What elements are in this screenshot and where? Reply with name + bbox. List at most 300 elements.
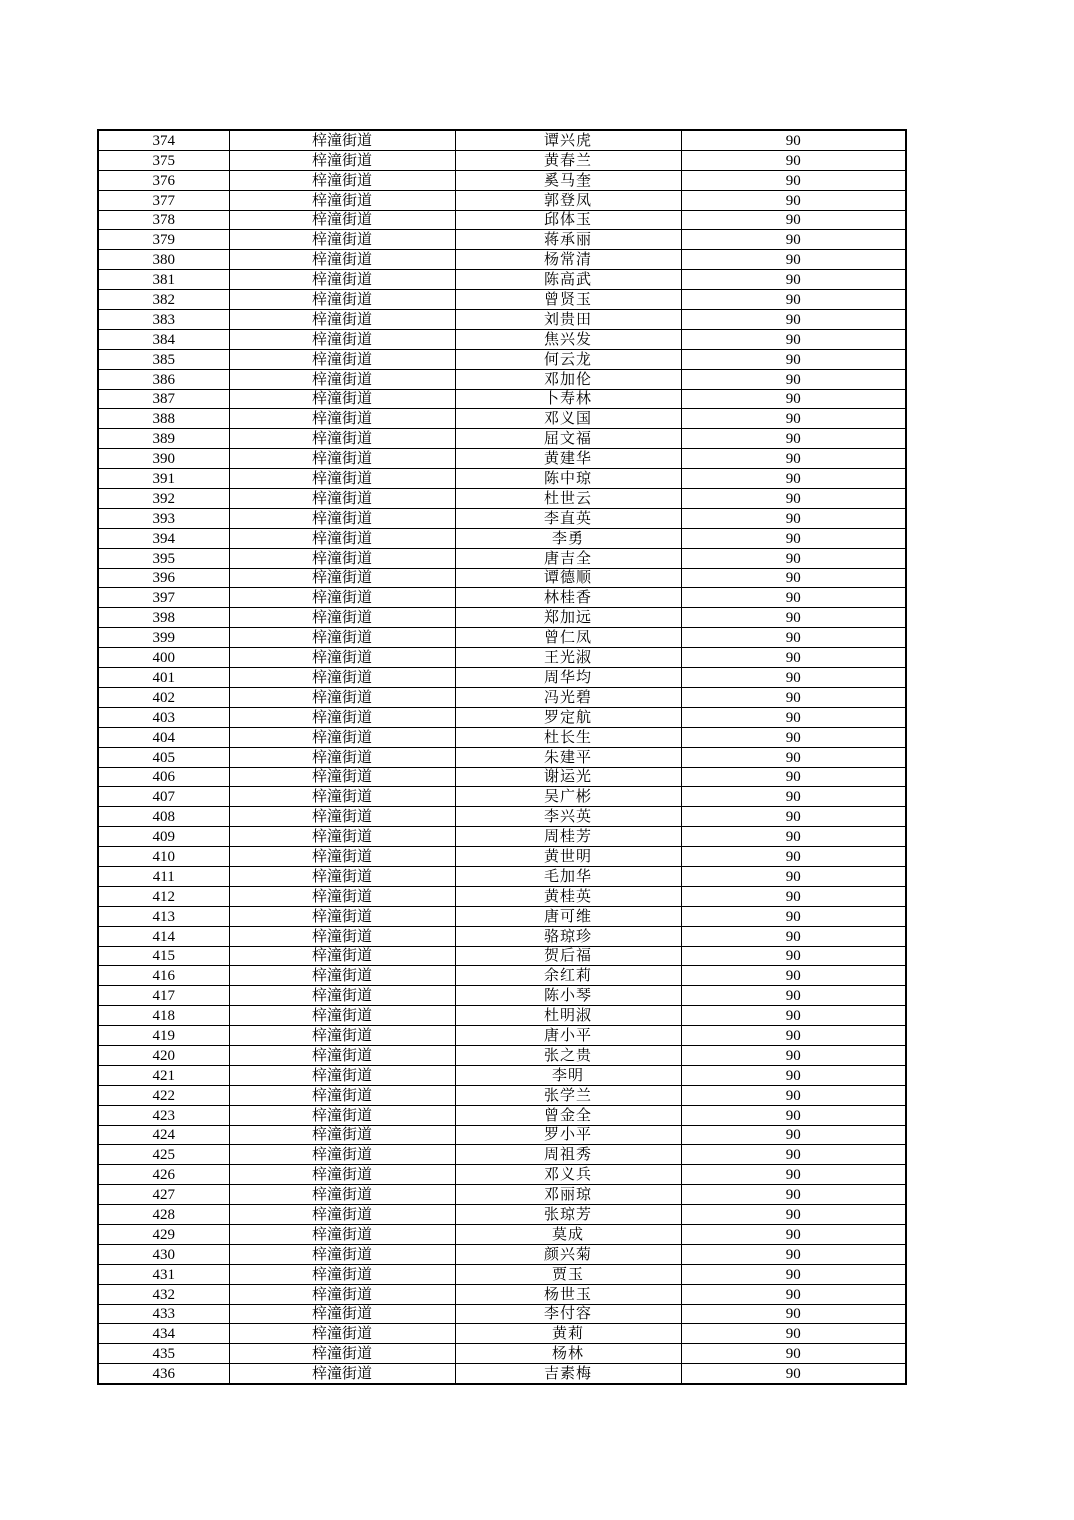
row-number-cell: 429 bbox=[98, 1224, 229, 1244]
street-cell: 梓潼街道 bbox=[229, 1026, 455, 1046]
name-cell: 林桂香 bbox=[455, 588, 681, 608]
row-number-cell: 411 bbox=[98, 866, 229, 886]
name-cell: 黄建华 bbox=[455, 449, 681, 469]
row-number-cell: 430 bbox=[98, 1244, 229, 1264]
name-cell: 杨林 bbox=[455, 1344, 681, 1364]
amount-cell: 90 bbox=[681, 489, 906, 509]
name-cell: 王光淑 bbox=[455, 648, 681, 668]
street-cell: 梓潼街道 bbox=[229, 687, 455, 707]
row-number-cell: 374 bbox=[98, 130, 229, 150]
name-cell: 李兴英 bbox=[455, 807, 681, 827]
row-number-cell: 376 bbox=[98, 170, 229, 190]
amount-cell: 90 bbox=[681, 150, 906, 170]
street-cell: 梓潼街道 bbox=[229, 1105, 455, 1125]
name-cell: 周华均 bbox=[455, 668, 681, 688]
row-number-cell: 405 bbox=[98, 747, 229, 767]
table-row bbox=[98, 1244, 906, 1264]
table-row bbox=[98, 1125, 906, 1145]
name-cell: 贺后福 bbox=[455, 946, 681, 966]
street-cell: 梓潼街道 bbox=[229, 170, 455, 190]
street-cell: 梓潼街道 bbox=[229, 449, 455, 469]
name-cell: 谭兴虎 bbox=[455, 130, 681, 150]
name-cell: 李付容 bbox=[455, 1304, 681, 1324]
amount-cell: 90 bbox=[681, 1205, 906, 1225]
amount-cell: 90 bbox=[681, 1344, 906, 1364]
table-row bbox=[98, 369, 906, 389]
row-number-cell: 432 bbox=[98, 1284, 229, 1304]
amount-cell: 90 bbox=[681, 250, 906, 270]
amount-cell: 90 bbox=[681, 1026, 906, 1046]
table-row bbox=[98, 1364, 906, 1384]
amount-cell: 90 bbox=[681, 508, 906, 528]
amount-cell: 90 bbox=[681, 847, 906, 867]
table-row bbox=[98, 449, 906, 469]
row-number-cell: 379 bbox=[98, 230, 229, 250]
street-cell: 梓潼街道 bbox=[229, 1304, 455, 1324]
amount-cell: 90 bbox=[681, 1185, 906, 1205]
street-cell: 梓潼街道 bbox=[229, 1006, 455, 1026]
name-cell: 罗小平 bbox=[455, 1125, 681, 1145]
street-cell: 梓潼街道 bbox=[229, 1085, 455, 1105]
table-row bbox=[98, 1026, 906, 1046]
amount-cell: 90 bbox=[681, 349, 906, 369]
table-row bbox=[98, 170, 906, 190]
street-cell: 梓潼街道 bbox=[229, 528, 455, 548]
name-cell: 黄春兰 bbox=[455, 150, 681, 170]
name-cell: 邓义兵 bbox=[455, 1165, 681, 1185]
row-number-cell: 381 bbox=[98, 270, 229, 290]
amount-cell: 90 bbox=[681, 528, 906, 548]
row-number-cell: 384 bbox=[98, 329, 229, 349]
street-cell: 梓潼街道 bbox=[229, 1244, 455, 1264]
row-number-cell: 397 bbox=[98, 588, 229, 608]
row-number-cell: 396 bbox=[98, 568, 229, 588]
name-cell: 张琼芳 bbox=[455, 1205, 681, 1225]
table-row bbox=[98, 926, 906, 946]
amount-cell: 90 bbox=[681, 329, 906, 349]
table-row bbox=[98, 568, 906, 588]
name-cell: 莫成 bbox=[455, 1224, 681, 1244]
row-number-cell: 385 bbox=[98, 349, 229, 369]
name-cell: 颜兴菊 bbox=[455, 1244, 681, 1264]
amount-cell: 90 bbox=[681, 668, 906, 688]
amount-cell: 90 bbox=[681, 588, 906, 608]
row-number-cell: 391 bbox=[98, 469, 229, 489]
name-cell: 焦兴发 bbox=[455, 329, 681, 349]
name-cell: 郑加远 bbox=[455, 608, 681, 628]
name-cell: 李明 bbox=[455, 1065, 681, 1085]
table-row bbox=[98, 1065, 906, 1085]
row-number-cell: 410 bbox=[98, 847, 229, 867]
name-cell: 唐吉全 bbox=[455, 548, 681, 568]
street-cell: 梓潼街道 bbox=[229, 230, 455, 250]
name-cell: 邓加伦 bbox=[455, 369, 681, 389]
row-number-cell: 427 bbox=[98, 1185, 229, 1205]
row-number-cell: 395 bbox=[98, 548, 229, 568]
table-row bbox=[98, 1145, 906, 1165]
table-row bbox=[98, 489, 906, 509]
row-number-cell: 413 bbox=[98, 906, 229, 926]
street-cell: 梓潼街道 bbox=[229, 1284, 455, 1304]
name-cell: 冯光碧 bbox=[455, 687, 681, 707]
name-cell: 谢运光 bbox=[455, 767, 681, 787]
name-cell: 贾玉 bbox=[455, 1264, 681, 1284]
table-body bbox=[98, 130, 906, 1384]
row-number-cell: 390 bbox=[98, 449, 229, 469]
name-cell: 骆琼珍 bbox=[455, 926, 681, 946]
table-row bbox=[98, 747, 906, 767]
name-cell: 曾仁凤 bbox=[455, 628, 681, 648]
street-cell: 梓潼街道 bbox=[229, 489, 455, 509]
amount-cell: 90 bbox=[681, 926, 906, 946]
street-cell: 梓潼街道 bbox=[229, 369, 455, 389]
street-cell: 梓潼街道 bbox=[229, 727, 455, 747]
row-number-cell: 380 bbox=[98, 250, 229, 270]
row-number-cell: 419 bbox=[98, 1026, 229, 1046]
row-number-cell: 433 bbox=[98, 1304, 229, 1324]
table-row bbox=[98, 1224, 906, 1244]
street-cell: 梓潼街道 bbox=[229, 807, 455, 827]
row-number-cell: 418 bbox=[98, 1006, 229, 1026]
amount-cell: 90 bbox=[681, 886, 906, 906]
amount-cell: 90 bbox=[681, 906, 906, 926]
table-row bbox=[98, 827, 906, 847]
table-row bbox=[98, 886, 906, 906]
table-row bbox=[98, 1344, 906, 1364]
row-number-cell: 412 bbox=[98, 886, 229, 906]
amount-cell: 90 bbox=[681, 1284, 906, 1304]
table-row bbox=[98, 1205, 906, 1225]
table-row bbox=[98, 528, 906, 548]
amount-cell: 90 bbox=[681, 210, 906, 230]
name-cell: 奚马奎 bbox=[455, 170, 681, 190]
street-cell: 梓潼街道 bbox=[229, 906, 455, 926]
table-row bbox=[98, 349, 906, 369]
row-number-cell: 420 bbox=[98, 1045, 229, 1065]
row-number-cell: 387 bbox=[98, 389, 229, 409]
row-number-cell: 414 bbox=[98, 926, 229, 946]
name-cell: 陈小琴 bbox=[455, 986, 681, 1006]
street-cell: 梓潼街道 bbox=[229, 707, 455, 727]
table-row bbox=[98, 230, 906, 250]
name-cell: 张学兰 bbox=[455, 1085, 681, 1105]
row-number-cell: 407 bbox=[98, 787, 229, 807]
row-number-cell: 431 bbox=[98, 1264, 229, 1284]
table-row bbox=[98, 329, 906, 349]
street-cell: 梓潼街道 bbox=[229, 1344, 455, 1364]
amount-cell: 90 bbox=[681, 866, 906, 886]
name-cell: 吴广彬 bbox=[455, 787, 681, 807]
amount-cell: 90 bbox=[681, 1364, 906, 1384]
amount-cell: 90 bbox=[681, 190, 906, 210]
row-number-cell: 426 bbox=[98, 1165, 229, 1185]
table-row bbox=[98, 628, 906, 648]
amount-cell: 90 bbox=[681, 1304, 906, 1324]
name-cell: 吉素梅 bbox=[455, 1364, 681, 1384]
name-cell: 郭登凤 bbox=[455, 190, 681, 210]
amount-cell: 90 bbox=[681, 727, 906, 747]
table-row bbox=[98, 906, 906, 926]
name-cell: 张之贵 bbox=[455, 1045, 681, 1065]
street-cell: 梓潼街道 bbox=[229, 847, 455, 867]
street-cell: 梓潼街道 bbox=[229, 469, 455, 489]
name-cell: 杨常清 bbox=[455, 250, 681, 270]
table-row bbox=[98, 847, 906, 867]
row-number-cell: 435 bbox=[98, 1344, 229, 1364]
table-row bbox=[98, 966, 906, 986]
name-cell: 黄桂英 bbox=[455, 886, 681, 906]
amount-cell: 90 bbox=[681, 1125, 906, 1145]
name-cell: 蒋承丽 bbox=[455, 230, 681, 250]
street-cell: 梓潼街道 bbox=[229, 429, 455, 449]
name-cell: 李勇 bbox=[455, 528, 681, 548]
table-row bbox=[98, 429, 906, 449]
street-cell: 梓潼街道 bbox=[229, 1145, 455, 1165]
row-number-cell: 400 bbox=[98, 648, 229, 668]
street-cell: 梓潼街道 bbox=[229, 966, 455, 986]
name-cell: 杜长生 bbox=[455, 727, 681, 747]
street-cell: 梓潼街道 bbox=[229, 130, 455, 150]
table-row bbox=[98, 1085, 906, 1105]
table-row bbox=[98, 1045, 906, 1065]
name-cell: 黄莉 bbox=[455, 1324, 681, 1344]
street-cell: 梓潼街道 bbox=[229, 628, 455, 648]
name-cell: 朱建平 bbox=[455, 747, 681, 767]
table-row bbox=[98, 648, 906, 668]
amount-cell: 90 bbox=[681, 946, 906, 966]
street-cell: 梓潼街道 bbox=[229, 986, 455, 1006]
row-number-cell: 399 bbox=[98, 628, 229, 648]
name-cell: 杜明淑 bbox=[455, 1006, 681, 1026]
table-row bbox=[98, 1165, 906, 1185]
street-cell: 梓潼街道 bbox=[229, 1185, 455, 1205]
row-number-cell: 394 bbox=[98, 528, 229, 548]
row-number-cell: 421 bbox=[98, 1065, 229, 1085]
name-cell: 杜世云 bbox=[455, 489, 681, 509]
amount-cell: 90 bbox=[681, 747, 906, 767]
street-cell: 梓潼街道 bbox=[229, 290, 455, 310]
row-number-cell: 382 bbox=[98, 290, 229, 310]
amount-cell: 90 bbox=[681, 409, 906, 429]
amount-cell: 90 bbox=[681, 608, 906, 628]
row-number-cell: 375 bbox=[98, 150, 229, 170]
name-cell: 杨世玉 bbox=[455, 1284, 681, 1304]
street-cell: 梓潼街道 bbox=[229, 389, 455, 409]
street-cell: 梓潼街道 bbox=[229, 568, 455, 588]
street-cell: 梓潼街道 bbox=[229, 1165, 455, 1185]
street-cell: 梓潼街道 bbox=[229, 588, 455, 608]
table-row bbox=[98, 668, 906, 688]
table-row bbox=[98, 1105, 906, 1125]
street-cell: 梓潼街道 bbox=[229, 250, 455, 270]
street-cell: 梓潼街道 bbox=[229, 150, 455, 170]
table-row bbox=[98, 1006, 906, 1026]
street-cell: 梓潼街道 bbox=[229, 767, 455, 787]
table-row bbox=[98, 310, 906, 330]
amount-cell: 90 bbox=[681, 429, 906, 449]
row-number-cell: 406 bbox=[98, 767, 229, 787]
street-cell: 梓潼街道 bbox=[229, 508, 455, 528]
amount-cell: 90 bbox=[681, 290, 906, 310]
row-number-cell: 389 bbox=[98, 429, 229, 449]
street-cell: 梓潼街道 bbox=[229, 608, 455, 628]
name-cell: 周祖秀 bbox=[455, 1145, 681, 1165]
street-cell: 梓潼街道 bbox=[229, 1065, 455, 1085]
row-number-cell: 434 bbox=[98, 1324, 229, 1344]
amount-cell: 90 bbox=[681, 1324, 906, 1344]
name-cell: 李直英 bbox=[455, 508, 681, 528]
amount-cell: 90 bbox=[681, 1105, 906, 1125]
street-cell: 梓潼街道 bbox=[229, 1324, 455, 1344]
amount-cell: 90 bbox=[681, 449, 906, 469]
name-cell: 卜寿林 bbox=[455, 389, 681, 409]
name-cell: 曾金全 bbox=[455, 1105, 681, 1125]
table-row bbox=[98, 727, 906, 747]
table-row bbox=[98, 548, 906, 568]
name-cell: 余红莉 bbox=[455, 966, 681, 986]
name-cell: 刘贵田 bbox=[455, 310, 681, 330]
amount-cell: 90 bbox=[681, 130, 906, 150]
street-cell: 梓潼街道 bbox=[229, 190, 455, 210]
street-cell: 梓潼街道 bbox=[229, 1264, 455, 1284]
amount-cell: 90 bbox=[681, 687, 906, 707]
row-number-cell: 428 bbox=[98, 1205, 229, 1225]
row-number-cell: 401 bbox=[98, 668, 229, 688]
street-cell: 梓潼街道 bbox=[229, 349, 455, 369]
table-row bbox=[98, 250, 906, 270]
amount-cell: 90 bbox=[681, 310, 906, 330]
street-cell: 梓潼街道 bbox=[229, 886, 455, 906]
amount-cell: 90 bbox=[681, 1145, 906, 1165]
amount-cell: 90 bbox=[681, 270, 906, 290]
table-row bbox=[98, 687, 906, 707]
table-row bbox=[98, 807, 906, 827]
amount-cell: 90 bbox=[681, 807, 906, 827]
table-row bbox=[98, 986, 906, 1006]
name-cell: 周桂芳 bbox=[455, 827, 681, 847]
name-cell: 邓义国 bbox=[455, 409, 681, 429]
amount-cell: 90 bbox=[681, 1085, 906, 1105]
street-cell: 梓潼街道 bbox=[229, 648, 455, 668]
amount-cell: 90 bbox=[681, 767, 906, 787]
row-number-cell: 409 bbox=[98, 827, 229, 847]
table-row bbox=[98, 1284, 906, 1304]
row-number-cell: 398 bbox=[98, 608, 229, 628]
table-row bbox=[98, 290, 906, 310]
row-number-cell: 383 bbox=[98, 310, 229, 330]
row-number-cell: 425 bbox=[98, 1145, 229, 1165]
table-row bbox=[98, 1324, 906, 1344]
table-row bbox=[98, 508, 906, 528]
street-cell: 梓潼街道 bbox=[229, 926, 455, 946]
table-row bbox=[98, 588, 906, 608]
amount-cell: 90 bbox=[681, 1045, 906, 1065]
name-cell: 何云龙 bbox=[455, 349, 681, 369]
street-cell: 梓潼街道 bbox=[229, 310, 455, 330]
street-cell: 梓潼街道 bbox=[229, 866, 455, 886]
table-row bbox=[98, 946, 906, 966]
row-number-cell: 436 bbox=[98, 1364, 229, 1384]
street-cell: 梓潼街道 bbox=[229, 1045, 455, 1065]
table-row bbox=[98, 150, 906, 170]
amount-cell: 90 bbox=[681, 230, 906, 250]
row-number-cell: 408 bbox=[98, 807, 229, 827]
row-number-cell: 422 bbox=[98, 1085, 229, 1105]
name-cell: 陈高武 bbox=[455, 270, 681, 290]
row-number-cell: 424 bbox=[98, 1125, 229, 1145]
street-cell: 梓潼街道 bbox=[229, 787, 455, 807]
amount-cell: 90 bbox=[681, 369, 906, 389]
table-row bbox=[98, 130, 906, 150]
amount-cell: 90 bbox=[681, 827, 906, 847]
street-cell: 梓潼街道 bbox=[229, 409, 455, 429]
row-number-cell: 377 bbox=[98, 190, 229, 210]
amount-cell: 90 bbox=[681, 1224, 906, 1244]
street-cell: 梓潼街道 bbox=[229, 668, 455, 688]
street-cell: 梓潼街道 bbox=[229, 1224, 455, 1244]
row-number-cell: 392 bbox=[98, 489, 229, 509]
table-row bbox=[98, 707, 906, 727]
name-cell: 黄世明 bbox=[455, 847, 681, 867]
table-row bbox=[98, 1304, 906, 1324]
amount-cell: 90 bbox=[681, 707, 906, 727]
table-row bbox=[98, 190, 906, 210]
name-cell: 唐小平 bbox=[455, 1026, 681, 1046]
name-cell: 曾贤玉 bbox=[455, 290, 681, 310]
name-cell: 屈文福 bbox=[455, 429, 681, 449]
row-number-cell: 386 bbox=[98, 369, 229, 389]
street-cell: 梓潼街道 bbox=[229, 1205, 455, 1225]
table-row bbox=[98, 389, 906, 409]
table-row bbox=[98, 767, 906, 787]
amount-cell: 90 bbox=[681, 648, 906, 668]
name-cell: 陈中琼 bbox=[455, 469, 681, 489]
table-row bbox=[98, 409, 906, 429]
amount-cell: 90 bbox=[681, 966, 906, 986]
row-number-cell: 416 bbox=[98, 966, 229, 986]
table-row bbox=[98, 787, 906, 807]
street-cell: 梓潼街道 bbox=[229, 747, 455, 767]
name-cell: 唐可维 bbox=[455, 906, 681, 926]
row-number-cell: 417 bbox=[98, 986, 229, 1006]
amount-cell: 90 bbox=[681, 628, 906, 648]
name-cell: 谭德顺 bbox=[455, 568, 681, 588]
name-cell: 邓丽琼 bbox=[455, 1185, 681, 1205]
street-cell: 梓潼街道 bbox=[229, 827, 455, 847]
amount-cell: 90 bbox=[681, 787, 906, 807]
row-number-cell: 404 bbox=[98, 727, 229, 747]
amount-cell: 90 bbox=[681, 469, 906, 489]
amount-cell: 90 bbox=[681, 1065, 906, 1085]
amount-cell: 90 bbox=[681, 170, 906, 190]
table-row bbox=[98, 270, 906, 290]
table-row bbox=[98, 1185, 906, 1205]
amount-cell: 90 bbox=[681, 1006, 906, 1026]
amount-cell: 90 bbox=[681, 986, 906, 1006]
street-cell: 梓潼街道 bbox=[229, 548, 455, 568]
street-cell: 梓潼街道 bbox=[229, 1364, 455, 1384]
street-cell: 梓潼街道 bbox=[229, 329, 455, 349]
row-number-cell: 403 bbox=[98, 707, 229, 727]
row-number-cell: 378 bbox=[98, 210, 229, 230]
name-cell: 罗定航 bbox=[455, 707, 681, 727]
street-cell: 梓潼街道 bbox=[229, 1125, 455, 1145]
table-row bbox=[98, 1264, 906, 1284]
table-row bbox=[98, 469, 906, 489]
amount-cell: 90 bbox=[681, 1244, 906, 1264]
row-number-cell: 393 bbox=[98, 508, 229, 528]
table-row bbox=[98, 866, 906, 886]
